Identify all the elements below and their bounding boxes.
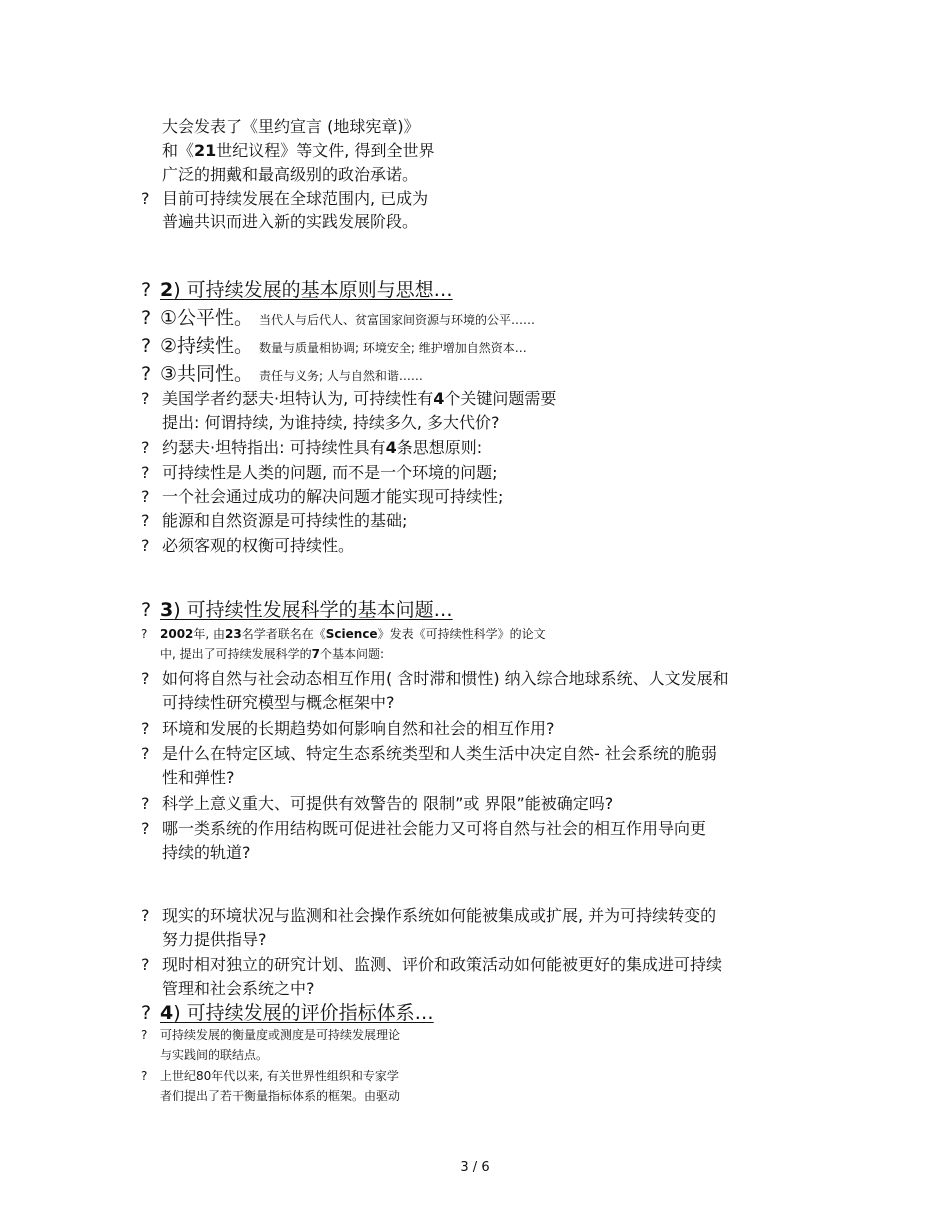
paragraph-line: 可持续性是人类的问题, 而不是一个环境的问题; xyxy=(162,463,498,482)
bullet-icon: ? xyxy=(141,438,150,457)
bullet-icon: ? xyxy=(141,463,150,482)
paragraph-line: 和《21世纪议程》等文件, 得到全世界 xyxy=(162,141,435,160)
bullet-icon: ? xyxy=(141,487,150,506)
bullet-icon: ? xyxy=(141,794,150,813)
bullet-icon: ? xyxy=(141,1028,148,1042)
question-line: 是什么在特定区域、特定生态系统类型和人类生活中决定自然- 社会系统的脆弱 xyxy=(162,744,717,763)
paragraph-line: 上世纪80年代以来, 有关世界性组织和专家学 xyxy=(160,1069,399,1083)
section-heading: 2) 可持续发展的基本原则与思想… xyxy=(160,279,453,301)
section-heading: 3) 可持续性发展科学的基本问题… xyxy=(160,599,453,621)
paragraph-line: 必须客观的权衡可持续性。 xyxy=(162,536,355,555)
question-line: 持续的轨道? xyxy=(162,843,251,862)
bullet-icon: ? xyxy=(141,335,152,357)
bullet-icon: ? xyxy=(141,1002,152,1024)
paragraph-line: 目前可持续发展在全球范围内, 已成为 xyxy=(162,189,429,208)
question-line: 现时相对独立的研究计划、监测、评价和政策活动如何能被更好的集成进可持续 xyxy=(162,955,723,974)
bullet-icon: ? xyxy=(141,189,150,208)
paragraph-line: 美国学者约瑟夫·坦特认为, 可持续性有4个关键问题需要 xyxy=(162,389,557,408)
question-line: 环境和发展的长期趋势如何影响自然和社会的相互作用? xyxy=(162,719,555,738)
bullet-icon: ? xyxy=(141,307,152,329)
paragraph-line: 中, 提出了可持续发展科学的7个基本问题: xyxy=(160,647,385,661)
bullet-icon: ? xyxy=(141,363,152,385)
bullet-icon: ? xyxy=(141,627,148,641)
section-heading: 4) 可持续发展的评价指标体系… xyxy=(160,1002,434,1024)
bullet-icon: ? xyxy=(141,279,152,301)
question-line: 哪一类系统的作用结构既可促进社会能力又可将自然与社会的相互作用导向更 xyxy=(162,819,707,838)
principle-item: ①公平性。 当代人与后代人、贫富国家间资源与环境的公平…… xyxy=(160,307,536,329)
paragraph-line: 普遍共识而进入新的实践发展阶段。 xyxy=(162,212,419,231)
question-line: 科学上意义重大、可提供有效警告的 限制”或 界限”能被确定吗? xyxy=(162,794,614,813)
bullet-icon: ? xyxy=(141,1069,148,1083)
paragraph-line: 提出: 何谓持续, 为谁持续, 持续多久, 多大代价? xyxy=(162,413,500,432)
question-line: 管理和社会系统之中? xyxy=(162,979,315,998)
paragraph-line: 一个社会通过成功的解决问题才能实现可持续性; xyxy=(162,487,504,506)
question-line: 努力提供指导? xyxy=(162,930,267,949)
paragraph-line: 能源和自然资源是可持续性的基础; xyxy=(162,511,408,530)
question-line: 性和弹性? xyxy=(162,768,235,787)
bullet-icon: ? xyxy=(141,511,150,530)
principle-item: ③共同性。 责任与义务; 人与自然和谐…… xyxy=(160,363,423,385)
page-number: 3 / 6 xyxy=(460,1160,490,1175)
bullet-icon: ? xyxy=(141,719,150,738)
question-line: 现实的环境状况与监测和社会操作系统如何能被集成或扩展, 并为可持续转变的 xyxy=(162,906,717,925)
paragraph-line: 可持续发展的衡量度或测度是可持续发展理论 xyxy=(160,1028,401,1042)
paragraph-line: 大会发表了《里约宣言 (地球宪章)》 xyxy=(162,117,420,136)
bullet-icon: ? xyxy=(141,744,150,763)
bullet-icon: ? xyxy=(141,389,150,408)
question-line: 可持续性研究模型与概念框架中? xyxy=(162,693,395,712)
bullet-icon: ? xyxy=(141,536,150,555)
principle-item: ②持续性。 数量与质量相协调; 环境安全; 维护增加自然资本… xyxy=(160,335,527,357)
paragraph-line: 约瑟夫·坦特指出: 可持续性具有4条思想原则: xyxy=(162,438,483,457)
question-line: 如何将自然与社会动态相互作用( 含时滞和惯性) 纳入综合地球系统、人文发展和 xyxy=(162,669,729,688)
bullet-icon: ? xyxy=(141,906,150,925)
paragraph-line: 者们提出了若干衡量指标体系的框架。由驱动 xyxy=(160,1089,401,1103)
bullet-icon: ? xyxy=(141,819,150,838)
bullet-icon: ? xyxy=(141,599,152,621)
bullet-icon: ? xyxy=(141,955,150,974)
paragraph-line: 与实践间的联结点。 xyxy=(160,1048,269,1062)
paragraph-line: 2002年, 由23名学者联名在《Science》发表《可持续性科学》的论文 xyxy=(160,627,546,641)
paragraph-line: 广泛的拥戴和最高级别的政治承诺。 xyxy=(162,165,419,184)
bullet-icon: ? xyxy=(141,669,150,688)
